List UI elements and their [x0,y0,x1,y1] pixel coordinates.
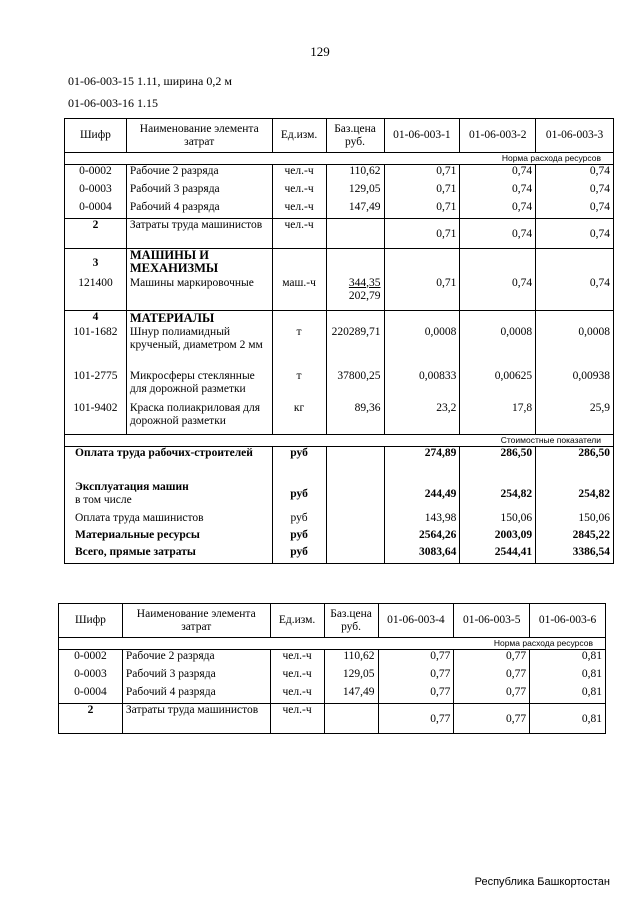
summary-value: 3083,64 [384,546,460,563]
cell-name: Рабочие 2 разряда [126,165,272,183]
header-code: Шифр [59,604,123,638]
cell-unit: чел.-ч [272,201,326,219]
cell-unit: чел.-ч [272,219,326,249]
cell-price: 129,05 [326,183,384,201]
cell-value: 0,74 [536,183,614,201]
cell-price-secondary: 202,79 [348,289,381,302]
cost-label: Стоимостные показатели [65,434,614,446]
section-title: МАШИНЫ И МЕХАНИЗМЫ [126,249,272,277]
summary-value: 286,50 [536,446,614,476]
cell-price: 147,49 [326,201,384,219]
cell-price: 147,49 [324,686,378,704]
table-row [59,704,606,734]
cell-value: 0,74 [460,219,536,249]
norm-label: Норма расхода ресурсов [65,153,614,165]
cell-value: 23,2 [384,402,460,434]
cell-value: 0,81 [530,704,606,734]
cell-value: 0,74 [536,201,614,219]
header-col-2: 01-06-003-2 [460,119,536,153]
summary-unit: руб [272,529,326,546]
resource-table-1 [64,118,614,564]
section-code: 4 [65,311,127,327]
summary-value: 2003,09 [460,529,536,546]
summary-name: Всего, прямые затраты [65,546,273,563]
cell-price: 129,05 [324,668,378,686]
summary-unit: руб [272,446,326,476]
header-price: Баз.цена руб. [324,604,378,638]
summary-unit: руб [272,476,326,512]
cell-price: 89,36 [326,402,384,434]
table-row [65,277,614,311]
summary-value: 2544,41 [460,546,536,563]
cell-value: 0,0008 [384,326,460,370]
cell-code: 0-0002 [65,165,127,183]
cell-value: 0,81 [530,686,606,704]
cell-code: 101-2775 [65,370,127,402]
cell-value: 0,00625 [460,370,536,402]
summary-value: 254,82 [460,476,536,512]
cell-value: 0,81 [530,668,606,686]
table-row [59,686,606,704]
cell-code: 121400 [65,277,127,311]
cell-value: 0,71 [384,201,460,219]
summary-row [65,476,614,512]
summary-value: 3386,54 [536,546,614,563]
norm-label: Норма расхода ресурсов [59,638,606,650]
cell-value: 0,00833 [384,370,460,402]
header-unit: Ед.изм. [270,604,324,638]
header-col-4: 01-06-003-4 [378,604,454,638]
section-code: 3 [65,249,127,277]
cell-code: 0-0003 [59,668,123,686]
cell-code: 2 [59,704,123,734]
summary-name: Оплата труда рабочих-строителей [65,446,273,476]
header-code: Шифр [65,119,127,153]
header-col-6: 01-06-003-6 [530,604,606,638]
table-row [59,668,606,686]
table-row [59,650,606,668]
cell-name: Шнур полиамидный крученый, диаметром 2 мм [126,326,272,370]
cell-value: 0,74 [460,277,536,311]
cell-value: 0,71 [384,219,460,249]
cell-unit: чел.-ч [270,704,324,734]
intro-line-2: 01-06-003-16 1.15 [68,96,158,110]
cell-code: 101-9402 [65,402,127,434]
header-col-5: 01-06-003-5 [454,604,530,638]
table-row [65,219,614,249]
cell-code: 0-0004 [59,686,123,704]
cell-name: Микросферы стеклянные для дорожной разметки [126,370,272,402]
cell-unit: маш.-ч [272,277,326,311]
header-name: Наименование элемента затрат [126,119,272,153]
cell-value: 0,77 [378,668,454,686]
cell-value: 0,74 [460,165,536,183]
summary-name: Материальные ресурсы [65,529,273,546]
summary-row [65,446,614,476]
table-row [65,165,614,183]
cell-value: 0,74 [536,219,614,249]
cell-name: Рабочий 3 разряда [122,668,270,686]
resource-table-2 [58,603,606,734]
cell-value: 0,71 [384,165,460,183]
cell-unit: кг [272,402,326,434]
summary-value: 274,89 [384,446,460,476]
cell-value: 0,77 [454,650,530,668]
cell-unit: чел.-ч [272,183,326,201]
table-row [65,183,614,201]
cell-value: 0,0008 [536,326,614,370]
footer-region: Республика Башкортостан [474,876,610,888]
cell-value: 0,77 [454,668,530,686]
summary-row [65,529,614,546]
table-row [65,326,614,370]
cell-value: 17,8 [460,402,536,434]
cell-code: 101-1682 [65,326,127,370]
cell-value: 0,77 [378,686,454,704]
summary-value: 244,49 [384,476,460,512]
table-row [65,402,614,434]
cell-price: 344,35 [348,276,381,289]
cell-value: 25,9 [536,402,614,434]
summary-unit: руб [272,546,326,563]
intro-line-1: 01-06-003-15 1.11, ширина 0,2 м [68,74,232,88]
cell-name: Рабочие 2 разряда [122,650,270,668]
cell-value: 0,77 [378,650,454,668]
section-row-materials [65,311,614,327]
summary-value: 150,06 [460,512,536,529]
summary-value: 254,82 [536,476,614,512]
summary-name: Оплата труда машинистов [65,512,273,529]
summary-row [65,512,614,529]
header-unit: Ед.изм. [272,119,326,153]
cell-name: Рабочий 4 разряда [126,201,272,219]
cell-code: 2 [65,219,127,249]
cell-code: 0-0004 [65,201,127,219]
cell-price: 220289,71 [326,326,384,370]
cell-name: Машины маркировочные [126,277,272,311]
summary-sub: в том числе [75,494,132,506]
cell-value: 0,74 [536,165,614,183]
cell-name: Затраты труда машинистов [126,219,272,249]
cell-value: 0,77 [454,686,530,704]
cell-code: 0-0002 [59,650,123,668]
cell-value: 0,81 [530,650,606,668]
cell-unit: т [272,326,326,370]
summary-value: 286,50 [460,446,536,476]
cell-code: 0-0003 [65,183,127,201]
header-col-1: 01-06-003-1 [384,119,460,153]
cell-name: Рабочий 3 разряда [126,183,272,201]
header-price: Баз.цена руб. [326,119,384,153]
cell-price [326,219,384,249]
cell-unit: чел.-ч [270,668,324,686]
section-title: МАТЕРИАЛЫ [126,311,272,327]
header-name: Наименование элемента затрат [122,604,270,638]
summary-value: 2564,26 [384,529,460,546]
cell-unit: чел.-ч [270,650,324,668]
cell-name: Затраты труда машинистов [122,704,270,734]
summary-row [65,546,614,563]
cell-value: 0,00938 [536,370,614,402]
cell-unit: чел.-ч [270,686,324,704]
table-row [65,370,614,402]
cell-name: Краска полиакриловая для дорожной разметки [126,402,272,434]
cell-price: 37800,25 [326,370,384,402]
cell-price: 110,62 [324,650,378,668]
cell-price [324,704,378,734]
page-number: 129 [310,44,330,59]
cell-value: 0,77 [378,704,454,734]
cell-name: Рабочий 4 разряда [122,686,270,704]
section-row-machines [65,249,614,277]
cell-value: 0,71 [384,277,460,311]
summary-value: 2845,22 [536,529,614,546]
cell-unit: т [272,370,326,402]
cell-value: 0,71 [384,183,460,201]
summary-value: 143,98 [384,512,460,529]
header-col-3: 01-06-003-3 [536,119,614,153]
cell-price: 110,62 [326,165,384,183]
summary-name: Эксплуатация машин [75,481,189,493]
cell-unit: чел.-ч [272,165,326,183]
table-row [65,201,614,219]
cell-value: 0,74 [460,183,536,201]
cell-value: 0,77 [454,704,530,734]
cell-value: 0,74 [460,201,536,219]
summary-unit: руб [272,512,326,529]
cell-value: 0,74 [536,277,614,311]
cell-value: 0,0008 [460,326,536,370]
summary-value: 150,06 [536,512,614,529]
